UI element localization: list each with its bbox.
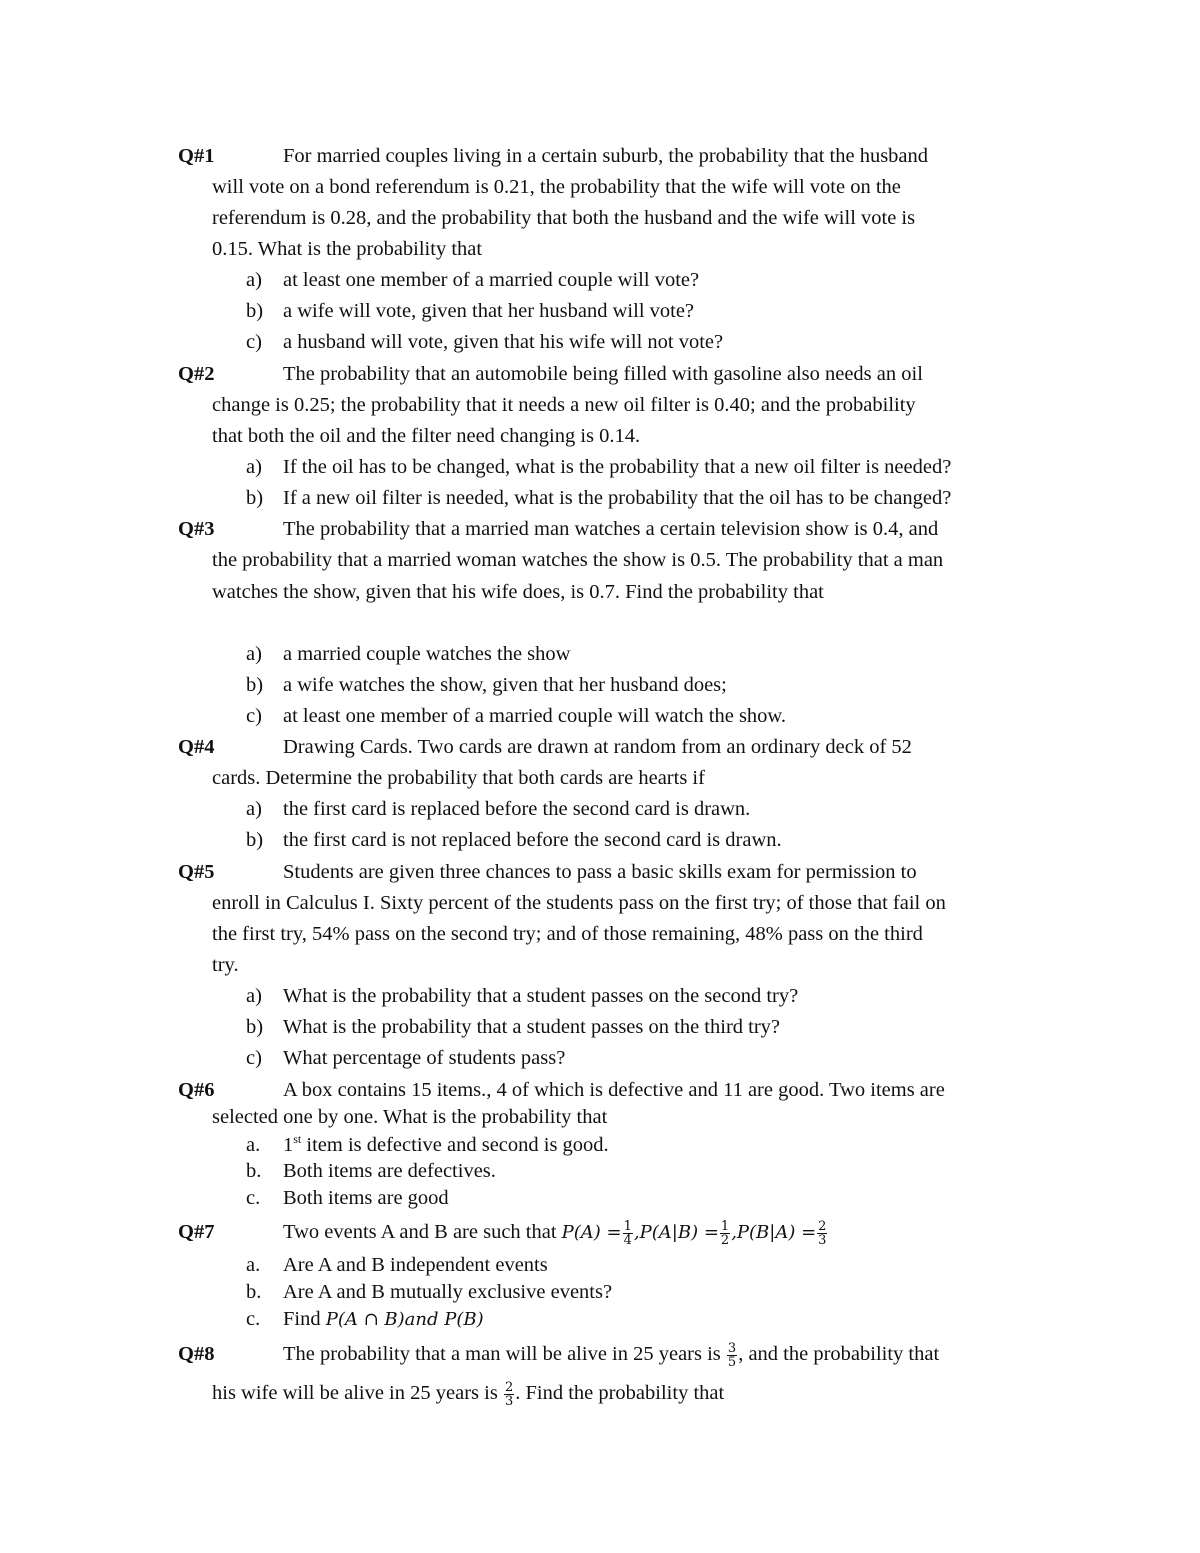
item-marker: b) — [246, 829, 264, 851]
fraction — [727, 1342, 737, 1369]
item-marker: b) — [246, 300, 264, 322]
question-text: A box contains 15 items., 4 of which is defective and 11 are good. Two items are — [283, 1079, 945, 1101]
item-text — [283, 1307, 484, 1331]
item-text: at least one member of a married couple will watch the show. — [283, 705, 787, 727]
question-text: The probability that an automobile being filled with gasoline also needs an oil — [283, 363, 923, 385]
fraction-numerator: 1 — [623, 1219, 632, 1234]
item-text: at least one member of a married couple will vote? — [283, 269, 700, 291]
item-text: Both items are good — [283, 1187, 449, 1209]
item-marker: a. — [246, 1254, 261, 1276]
item-text: a husband will vote, given that his wife will not vote? — [283, 331, 724, 353]
formula-pa: P(A) = — [561, 1222, 622, 1244]
question-text: change is 0.25; the probability that it needs a new oil filter is 0.40; and the probability — [212, 394, 916, 416]
item-marker: b. — [246, 1160, 262, 1182]
question-text: Drawing Cards. Two cards are drawn at random from an ordinary deck of 52 — [283, 736, 912, 758]
item-marker: a) — [246, 456, 262, 478]
item-text: Are A and B independent events — [283, 1254, 548, 1276]
question-text: watches the show, given that his wife does, is 0.7. Find the probability that — [212, 581, 824, 603]
fraction-denominator: 4 — [623, 1233, 632, 1248]
item-marker: a) — [246, 643, 262, 665]
item-text: the first card is replaced before the second card is drawn. — [283, 798, 751, 820]
item-marker: c) — [246, 331, 262, 353]
item-marker: a. — [246, 1134, 261, 1156]
item-text: If the oil has to be changed, what is the probability that a new oil filter is needed? — [283, 456, 952, 478]
question-text-part: . Find the probability that — [515, 1382, 725, 1405]
item-marker: c. — [246, 1308, 261, 1330]
item-text: What is the probability that a student passes on the third try? — [283, 1016, 781, 1038]
fraction-numerator: 2 — [818, 1219, 827, 1234]
item-marker: a) — [246, 985, 262, 1007]
formula-pba: ,P(B|A) = — [731, 1222, 817, 1244]
question-text: For married couples living in a certain suburb, the probability that the husband — [283, 145, 929, 167]
question-text: that both the oil and the filter need changing is 0.14. — [212, 425, 641, 447]
question-text-part: , and the probability that — [738, 1343, 940, 1366]
question-text — [283, 1219, 828, 1248]
item-marker: a) — [246, 269, 262, 291]
item-marker: a) — [246, 798, 262, 820]
question-text: the probability that a married woman watches the show is 0.5. The probability that a man — [212, 549, 944, 571]
fraction — [817, 1220, 827, 1247]
question-text: referendum is 0.28, and the probability that both the husband and the wife will vote is — [212, 207, 916, 229]
fraction-numerator: 2 — [504, 1380, 514, 1395]
question-label: Q#4 — [178, 736, 215, 758]
question-label: Q#7 — [178, 1221, 215, 1243]
item-text: What is the probability that a student passes on the second try? — [283, 985, 799, 1007]
fraction-numerator: 1 — [720, 1219, 730, 1234]
item-marker: b) — [246, 674, 264, 696]
item-text-rest: item is defective and second is good. — [301, 1134, 609, 1156]
fraction — [504, 1381, 514, 1408]
item-marker: b) — [246, 487, 264, 509]
question-label: Q#8 — [178, 1343, 215, 1365]
item-marker: c. — [246, 1187, 261, 1209]
question-text-part: The probability that a man will be alive in 25 years is — [283, 1343, 726, 1366]
item-text: the first card is not replaced before the second card is drawn. — [283, 829, 782, 851]
question-label: Q#2 — [178, 363, 215, 385]
item-marker: c) — [246, 705, 262, 727]
question-text-part: his wife will be alive in 25 years is — [212, 1382, 503, 1405]
fraction-numerator: 3 — [727, 1341, 737, 1356]
question-text: The probability that a married man watches a certain television show is 0.4, and — [283, 518, 939, 540]
item-text: a wife will vote, given that her husband will vote? — [283, 300, 695, 322]
question-text: selected one by one. What is the probability that — [212, 1106, 608, 1128]
item-text: What percentage of students pass? — [283, 1047, 566, 1069]
question-label: Q#3 — [178, 518, 215, 540]
fraction-denominator: 5 — [727, 1355, 737, 1370]
question-text — [283, 1341, 940, 1370]
item-text: If a new oil filter is needed, what is the probability that the oil has to be changed? — [283, 487, 952, 509]
question-label: Q#6 — [178, 1079, 215, 1101]
item-marker: c) — [246, 1047, 262, 1069]
formula-find: P(A ∩ B)and P(B) — [325, 1309, 484, 1330]
question-text: the first try, 54% pass on the second try; and of those remaining, 48% pass on the third — [212, 923, 923, 945]
fraction-denominator: 3 — [818, 1233, 827, 1248]
question-label: Q#1 — [178, 145, 215, 167]
fraction-denominator: 2 — [720, 1233, 730, 1248]
question-text: will vote on a bond referendum is 0.21, the probability that the wife will vote on the — [212, 176, 901, 198]
fraction — [623, 1220, 633, 1247]
question-text: enroll in Calculus I. Sixty percent of the students pass on the first try; of those that fail on — [212, 892, 946, 914]
question-text: try. — [212, 954, 239, 976]
ordinal-suffix: st — [293, 1132, 302, 1147]
item-marker: b. — [246, 1281, 262, 1303]
item-text: a married couple watches the show — [283, 643, 571, 665]
fraction — [720, 1220, 730, 1247]
item-text: a wife watches the show, given that her husband does; — [283, 674, 727, 696]
question-label: Q#5 — [178, 861, 215, 883]
item-text — [283, 1133, 609, 1157]
item-text: Are A and B mutually exclusive events? — [283, 1281, 613, 1303]
question-text: cards. Determine the probability that both cards are hearts if — [212, 767, 705, 789]
question-text: 0.15. What is the probability that — [212, 238, 483, 260]
fraction-denominator: 3 — [504, 1394, 514, 1409]
formula-pab: ,P(A|B) = — [633, 1222, 719, 1244]
ordinal-number: 1 — [283, 1134, 294, 1156]
question-text — [212, 1380, 725, 1409]
question-text: Students are given three chances to pass a basic skills exam for permission to — [283, 861, 917, 883]
item-text-lead: Find — [283, 1308, 326, 1330]
item-text: Both items are defectives. — [283, 1160, 496, 1182]
item-marker: b) — [246, 1016, 264, 1038]
question-intro: Two events A and B are such that — [283, 1221, 562, 1244]
